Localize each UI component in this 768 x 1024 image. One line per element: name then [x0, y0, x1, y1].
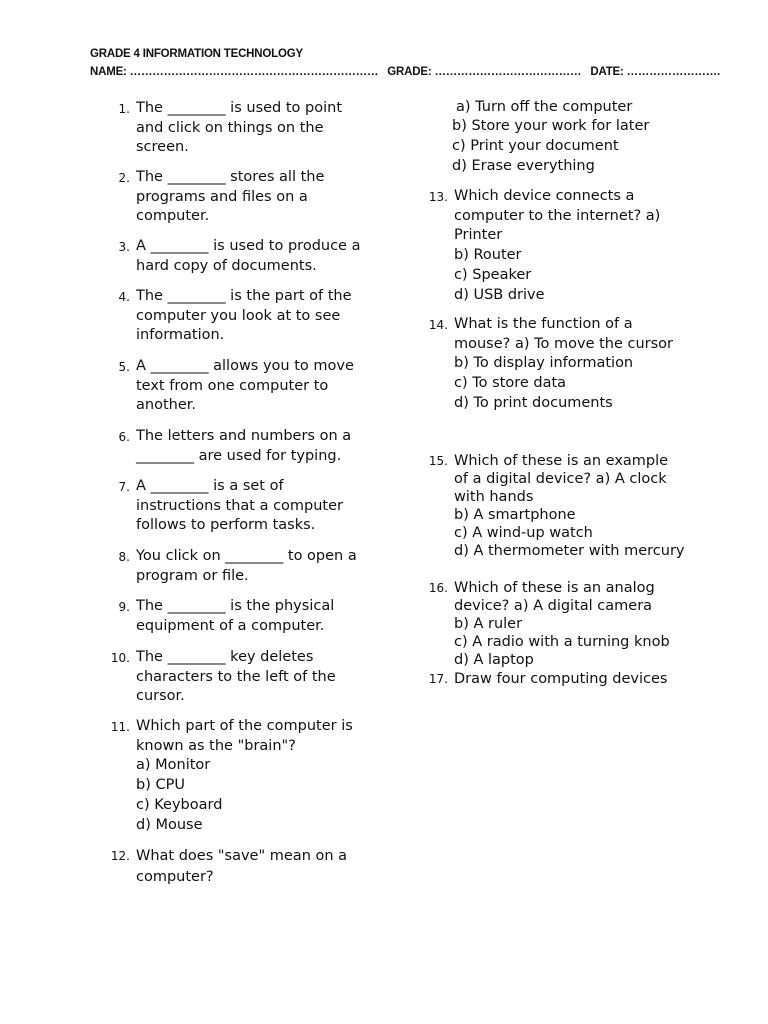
question-text: The ________ key deletes characters to the left of the cursor. — [136, 649, 336, 705]
question-number: 10. — [110, 651, 130, 665]
question-3 — [106, 237, 368, 276]
question-number: 1. — [118, 102, 130, 116]
answer-option: b) A ruler — [454, 616, 523, 632]
question-text: You click on ________ to open a program or file. — [136, 548, 357, 584]
question-16 — [424, 579, 686, 669]
question-12 — [106, 846, 368, 887]
question-number: 3. — [118, 240, 130, 254]
answer-option: b) Store your work for later — [452, 118, 650, 134]
answer-option: d) A laptop — [454, 652, 534, 668]
answer-option: a) Monitor — [136, 757, 211, 774]
answer-option: d) USB drive — [454, 286, 545, 303]
question-text: A ________ allows you to move text from one computer to another. — [136, 358, 354, 414]
question-number: 14. — [428, 318, 448, 332]
answer-option: c) To store data — [454, 375, 567, 392]
answer-option: c) Print your document — [452, 138, 619, 154]
question-text: Which part of the computer is known as the "brain"? — [136, 718, 353, 754]
answer-option: b) Router — [454, 247, 522, 264]
grade-field: GRADE: ………………………………… — [387, 66, 582, 78]
question-number: 13. — [428, 190, 448, 204]
question-10 — [106, 648, 368, 707]
question-text: The ________ is used to point and click on things on the screen. — [136, 100, 343, 156]
question-number: 7. — [118, 480, 130, 494]
answer-option: b) A smartphone — [454, 507, 576, 523]
answer-option: c) A wind-up watch — [454, 525, 593, 541]
question-text: What does "save" mean on a computer? — [136, 848, 348, 885]
question-number: 4. — [118, 290, 130, 304]
name-field: NAME: ………………………………………………………… — [90, 66, 379, 78]
question-13 — [424, 187, 686, 305]
question-number: 16. — [428, 581, 448, 595]
question-number: 6. — [118, 430, 130, 444]
question-14 — [424, 315, 686, 414]
question-text: A ________ is used to produce a hard copy of documents. — [136, 238, 361, 274]
answer-option: a) Turn off the computer — [456, 99, 633, 115]
answer-option: d) Erase everything — [452, 158, 595, 174]
answer-option: b) CPU — [136, 777, 185, 794]
question-9 — [106, 597, 368, 636]
answer-option: c) Speaker — [454, 266, 532, 283]
question-17 — [424, 670, 667, 688]
question-1 — [106, 99, 368, 158]
question-15 — [424, 452, 686, 560]
question-number: 9. — [118, 600, 130, 614]
question-2 — [106, 168, 368, 227]
question-text: The ________ stores all the programs and files on a computer. — [136, 169, 325, 225]
question-text: Which device connects a computer to the internet? a) Printer — [454, 188, 661, 244]
question-text: A ________ is a set of instructions that a computer follows to perform tasks. — [136, 478, 344, 534]
question-text: The ________ is the physical equipment of a computer. — [136, 598, 335, 634]
question-5 — [106, 357, 368, 416]
question-number: 2. — [118, 171, 130, 185]
answer-option: c) Keyboard — [136, 796, 223, 813]
question-number: 8. — [118, 550, 130, 564]
question-number: 11. — [110, 720, 130, 734]
answer-option: d) Mouse — [136, 816, 203, 833]
question-number: 5. — [118, 360, 130, 374]
answer-option: b) To display information — [454, 355, 634, 372]
worksheet-title: GRADE 4 INFORMATION TECHNOLOGY — [90, 48, 303, 60]
answer-option: c) A radio with a turning knob — [454, 634, 670, 650]
date-field: DATE: ……………………. — [590, 66, 721, 78]
question-text: Which of these is an example of a digital device? a) A clock with hands — [454, 453, 669, 505]
question-4 — [106, 287, 368, 346]
student-info-line — [90, 66, 721, 78]
question-text: The ________ is the part of the computer you look at to see information. — [136, 288, 352, 344]
question-text: Which of these is an analog device? a) A digital camera — [454, 580, 655, 614]
question-text: Draw four computing devices — [454, 671, 668, 687]
question-text: The letters and numbers on a ________ are used for typing. — [136, 428, 352, 464]
question-text: What is the function of a mouse? a) To move the cursor — [454, 316, 674, 352]
question-number: 12. — [110, 849, 130, 863]
question-8 — [106, 547, 368, 586]
question-6 — [106, 427, 368, 466]
answer-option: d) A thermometer with mercury — [454, 543, 685, 559]
answer-option: d) To print documents — [454, 394, 613, 411]
question-number: 17. — [428, 672, 448, 686]
question-number: 15. — [428, 454, 448, 468]
question-11 — [106, 717, 368, 835]
question-7 — [106, 477, 368, 536]
